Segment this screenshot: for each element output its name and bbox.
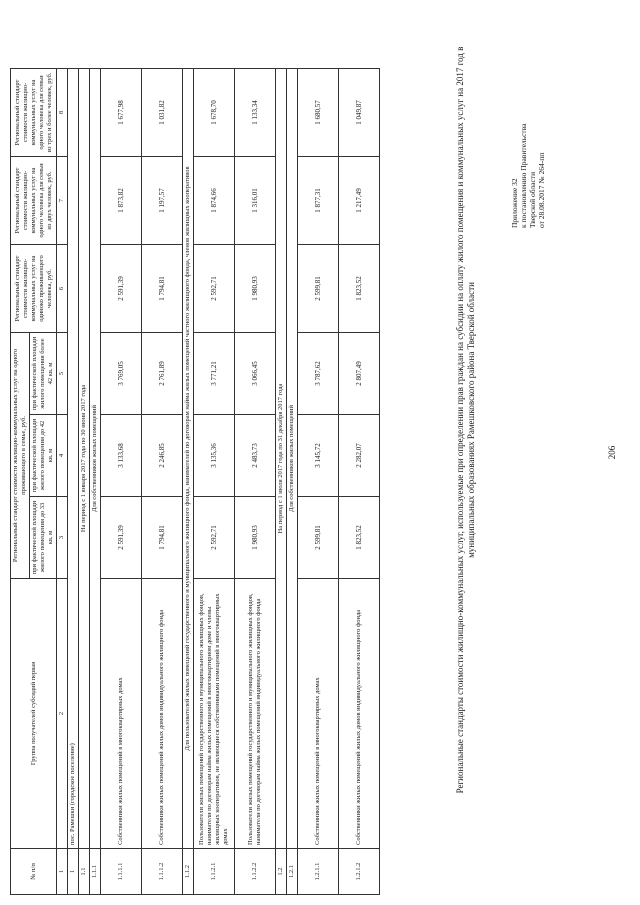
section-row <box>90 69 101 895</box>
standard-value: 2 246,85 <box>142 415 183 497</box>
recipient-group: Собственники жилых помещений жилых домов индивидуального жилищного фонда <box>142 579 183 849</box>
header-group: Группа получателей субсидий первая <box>11 579 57 849</box>
standard-value: 1 133,34 <box>235 69 276 157</box>
standard-value: 3 066,45 <box>235 333 276 415</box>
standard-value: 3 133,68 <box>101 415 142 497</box>
section-row <box>287 69 298 895</box>
standard-value: 1 980,93 <box>235 497 276 579</box>
standard-value: 1 680,57 <box>298 69 339 157</box>
column-number: 3 <box>57 497 68 579</box>
section-row <box>276 69 287 895</box>
section-label: На период с 1 июля 2017 года по 31 декабря 2017 года <box>276 69 287 849</box>
row-index: 1.1.2.1 <box>194 849 235 895</box>
standard-value: 1 049,87 <box>339 69 380 157</box>
table-row <box>339 69 380 895</box>
appendix-line: от 28.08.2017 № 264-пп <box>537 152 546 228</box>
column-number: 4 <box>57 415 68 497</box>
standard-value: 2 761,89 <box>142 333 183 415</box>
row-index: 1.1.1 <box>90 849 101 895</box>
standard-value: 2 807,49 <box>339 333 380 415</box>
standard-value: 2 282,07 <box>339 415 380 497</box>
row-index: 1.1.1.2 <box>142 849 183 895</box>
appendix-note <box>510 88 546 228</box>
header-upto42: при фактической площади жилого помещения до 42 кв. м <box>30 415 57 497</box>
column-numbers-row <box>57 69 68 895</box>
header-row <box>11 69 30 895</box>
standard-value: 1 873,82 <box>101 157 142 245</box>
row-index: 1.2.1.2 <box>339 849 380 895</box>
column-number: 7 <box>57 157 68 245</box>
table-row <box>235 69 276 895</box>
standard-value: 3 135,36 <box>194 415 235 497</box>
standard-value: 1 197,57 <box>142 157 183 245</box>
standard-value: 1 217,49 <box>339 157 380 245</box>
standards-table <box>10 68 380 895</box>
header-std-single: Региональный стандарт стоимости жилищно-коммунальных услуг на одиноко проживающего человека, руб. <box>11 245 57 333</box>
table-row <box>142 69 183 895</box>
row-index: 1.1.2.2 <box>235 849 276 895</box>
standard-value: 3 145,72 <box>298 415 339 497</box>
standard-value: 2 599,81 <box>298 497 339 579</box>
recipient-group: Пользователи жилых помещений государственного и муниципального жилищных фондов, наниматели по договорам найма жилых помещений индивидуального жилищного фонда <box>235 579 276 849</box>
table-row <box>298 69 339 895</box>
standard-value: 2 592,71 <box>194 497 235 579</box>
table-row <box>194 69 235 895</box>
section-label: На период с 1 января 2017 года по 30 июня 2017 года <box>79 69 90 849</box>
standard-value: 1 794,81 <box>142 245 183 333</box>
standard-value: 1 316,01 <box>235 157 276 245</box>
row-index: 1.1.1.1 <box>101 849 142 895</box>
section-label: Для собственников жилых помещений <box>287 69 298 849</box>
header-std-two: Региональный стандарт стоимости жилищно-коммунальных услуг на одного человека для семьи из двух человек, руб. <box>11 157 57 245</box>
document-title: Региональные стандарты стоимости жилищно-коммунальных услуг, используемые при определении прав граждан на субсидии на оплату жилого помещения и коммунальных услуг на 2017 год в муниципальных образованиях Рамешковского района Тверской области <box>455 46 476 794</box>
column-number: 1 <box>57 849 68 895</box>
standard-value: 3 787,62 <box>298 333 339 415</box>
appendix-line: к постановлению Правительства <box>519 123 528 228</box>
recipient-group: Собственники жилых помещений в многоквартирных домах <box>101 579 142 849</box>
standard-value: 2 592,71 <box>194 245 235 333</box>
standard-value: 1 874,66 <box>194 157 235 245</box>
header-upto33: при фактической площади жилого помещения до 33 кв. м <box>30 497 57 579</box>
standard-value: 1 823,52 <box>339 245 380 333</box>
header-over42: при фактической площади жилого помещения более 42 кв. м <box>30 333 57 415</box>
appendix-line: Тверской области <box>528 171 537 228</box>
standard-value: 1 877,31 <box>298 157 339 245</box>
table-row <box>101 69 142 895</box>
standard-value: 2 483,73 <box>235 415 276 497</box>
row-index: 1.1 <box>79 849 90 895</box>
column-number: 6 <box>57 245 68 333</box>
header-std-three: Региональный стандарт стоимости жилищно-коммунальных услуг на одного человека для семьи из трех и более человек, руб. <box>11 69 57 157</box>
standard-value: 2 599,81 <box>298 245 339 333</box>
recipient-group: Собственники жилых помещений в многоквартирных домах <box>298 579 339 849</box>
section-label: пос. Рамешки (городское поселение) <box>68 69 79 849</box>
row-index: 1.2.1.1 <box>298 849 339 895</box>
header-num: № п/п <box>11 849 57 895</box>
row-index: 1.2.1 <box>287 849 298 895</box>
section-row <box>79 69 90 895</box>
column-number: 2 <box>57 579 68 849</box>
standard-value: 3 771,21 <box>194 333 235 415</box>
section-row <box>68 69 79 895</box>
standard-value: 2 591,39 <box>101 497 142 579</box>
header-std-family: Региональный стандарт стоимости жилищно-коммунальных услуг на одного проживающего в семье, руб. <box>11 333 30 579</box>
standard-value: 3 769,05 <box>101 333 142 415</box>
standard-value: 1 794,81 <box>142 497 183 579</box>
section-label: Для пользователей жилых помещений государственного и муниципального жилищного фонда, нанимателей по договорам найма жилых помещений частного жилищного фонда, членов жилищных кооперативов <box>183 69 194 849</box>
standard-value: 1 031,82 <box>142 69 183 157</box>
standard-value: 1 677,98 <box>101 69 142 157</box>
page-number: 206 <box>607 445 617 460</box>
standard-value: 1 980,93 <box>235 245 276 333</box>
section-row <box>183 69 194 895</box>
row-index: 1 <box>68 849 79 895</box>
recipient-group: Пользователи жилых помещений государственного и муниципального жилищных фондов, наниматели по договорам найма жилых помещений в многоквартирном доме и члены жилищных кооперативов, не являющиеся собственниками помещений в многоквартирных домах <box>194 579 235 849</box>
row-index: 1.2 <box>276 849 287 895</box>
table-body <box>68 69 380 895</box>
appendix-line: Приложение 32 <box>510 178 519 228</box>
recipient-group: Собственники жилых помещений жилых домов индивидуального жилищного фонда <box>339 579 380 849</box>
row-index: 1.1.2 <box>183 849 194 895</box>
section-label: Для собственников жилых помещений <box>90 69 101 849</box>
column-number: 5 <box>57 333 68 415</box>
standard-value: 1 823,52 <box>339 497 380 579</box>
column-number: 8 <box>57 69 68 157</box>
standard-value: 2 591,39 <box>101 245 142 333</box>
standard-value: 1 678,70 <box>194 69 235 157</box>
